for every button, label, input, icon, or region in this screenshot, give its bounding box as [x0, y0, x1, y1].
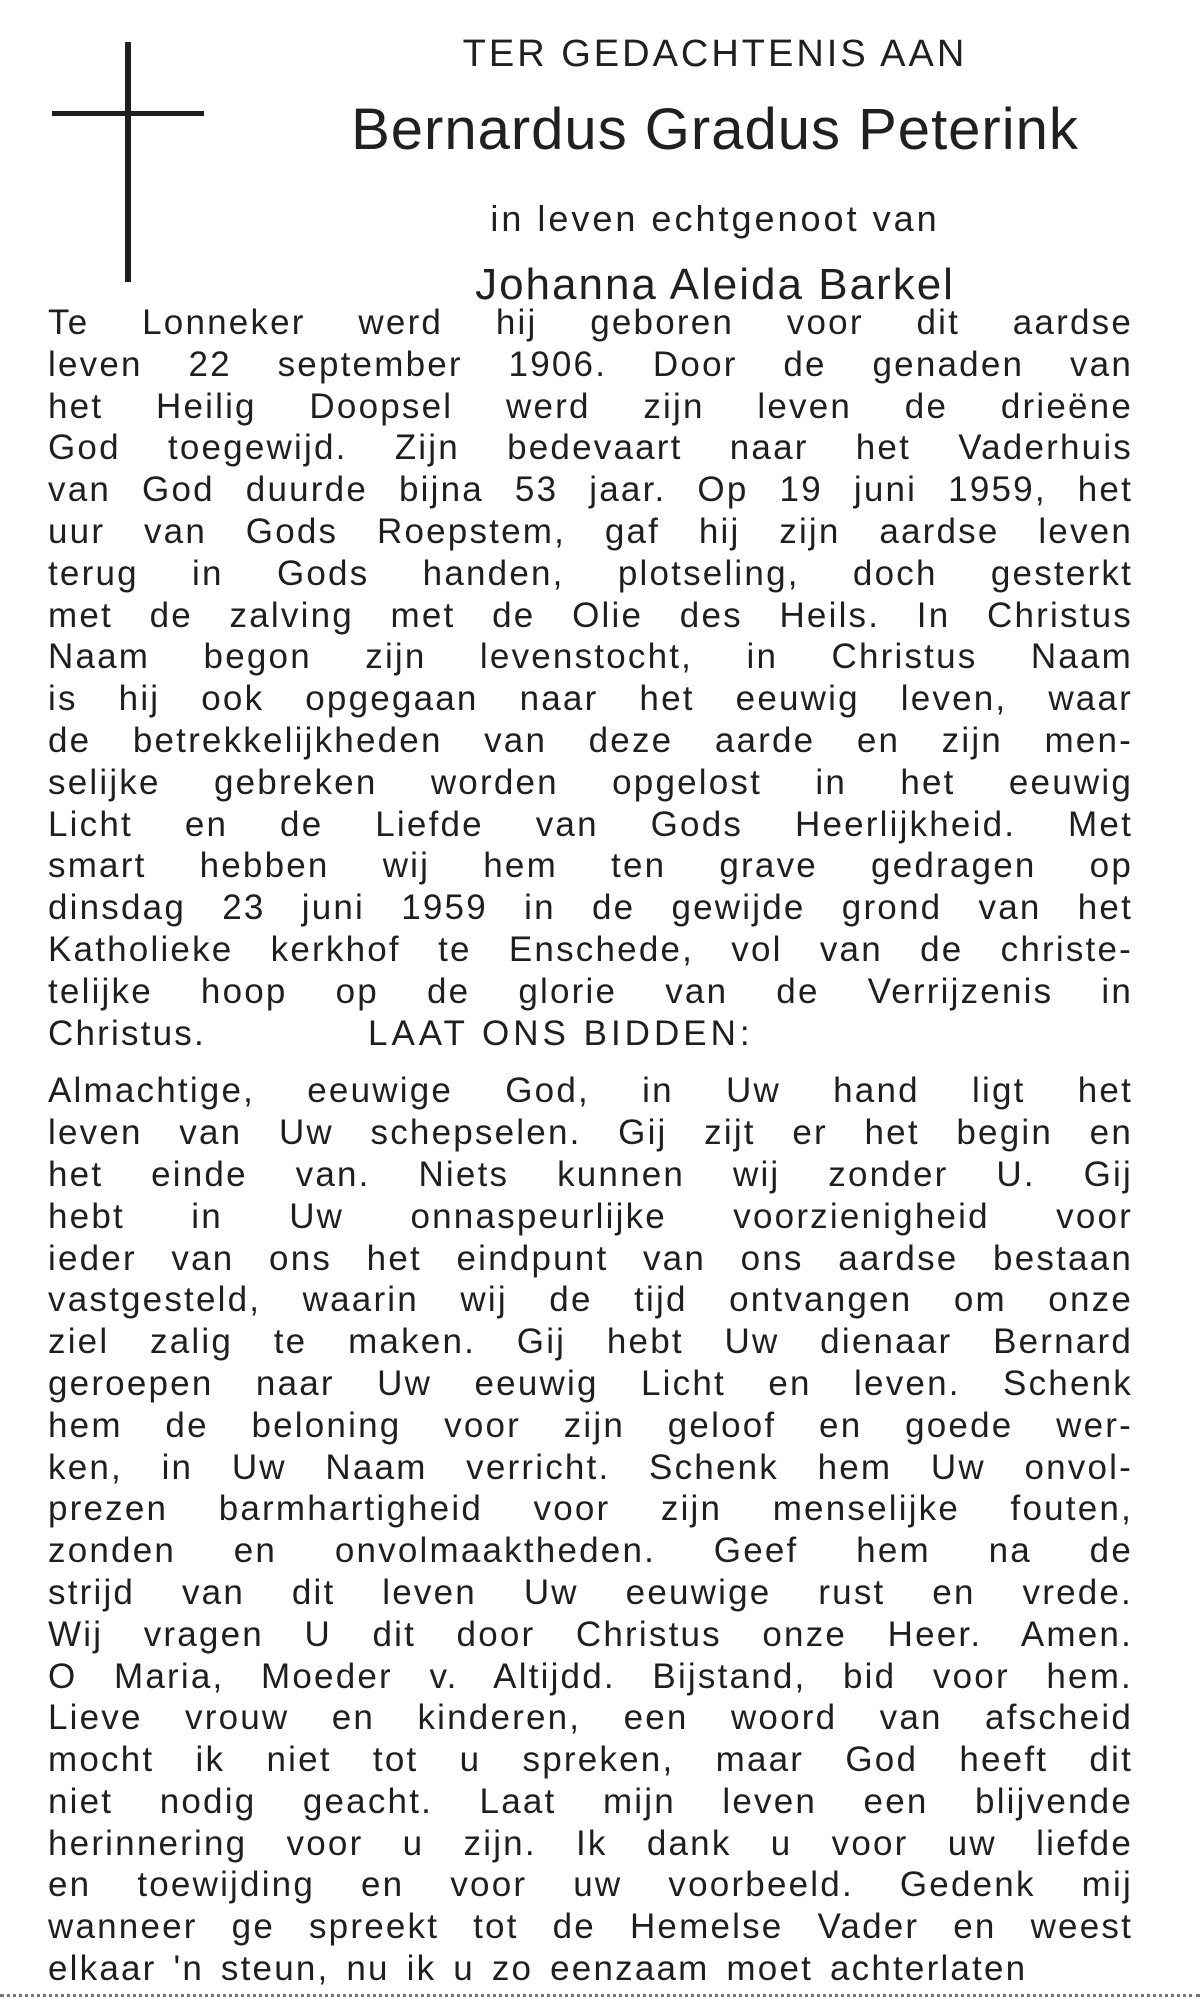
biography-line: van God duurde bijna 53 jaar. Op 19 juni 1959, het: [48, 470, 1133, 510]
prayer-line: ken, in Uw Naam verricht. Schenk hem Uw onvol-: [48, 1447, 1133, 1487]
relationship-text: in leven echtgenoot van: [490, 198, 940, 239]
biography-line: dinsdag 23 juni 1959 in de gewijde grond van het: [48, 888, 1133, 928]
prayer-line: ziel zalig te maken. Gij hebt Uw dienaar Bernard: [48, 1322, 1133, 1362]
biography-line: God toegewijd. Zijn bedevaart naar het Vaderhuis: [48, 428, 1133, 468]
prayer-line: Wij vragen U dit door Christus onze Heer. Amen.: [48, 1614, 1133, 1654]
prayer-line: O Maria, Moeder v. Altijdd. Bijstand, bid voor hem.: [48, 1656, 1133, 1696]
farewell-line: wanneer ge spreekt tot de Hemelse Vader en weest: [48, 1907, 1133, 1947]
farewell-line: niet nodig geacht. Laat mijn leven een blijvende: [48, 1781, 1133, 1821]
prayer-line: strijd van dit leven Uw eeuwige rust en vrede.: [48, 1572, 1133, 1612]
cross-icon-horizontal: [52, 111, 204, 116]
farewell-line: Lieve vrouw en kinderen, een woord van afscheid: [48, 1698, 1133, 1738]
biography-line: Licht en de Liefde van Gods Heerlijkheid. Met: [48, 804, 1133, 844]
memorial-body: [48, 302, 1133, 1990]
prayer-line: hebt in Uw onnaspeurlijke voorzienigheid voor: [48, 1196, 1133, 1236]
prayer-line: ieder van ons het eindpunt van ons aardse bestaan: [48, 1238, 1133, 1278]
biography-line: smart hebben wij hem ten grave gedragen op: [48, 846, 1133, 886]
memorial-header: [285, 30, 1145, 314]
biography-line: terug in Gods handen, plotseling, doch gesterkt: [48, 553, 1133, 593]
farewell-line: elkaar 'n steun, nu ik u zo eenzaam moet achterlaten: [48, 1949, 1028, 1989]
biography-last-word: Christus.: [48, 1013, 206, 1053]
deceased-name: Bernardus Gradus Peterink: [351, 97, 1079, 162]
prayer-line: leven van Uw schepselen. Gij zijt er het begin en: [48, 1113, 1133, 1153]
spouse-name: Johanna Aleida Barkel: [475, 260, 955, 309]
farewell-line: en toewijding en voor uw voorbeeld. Gedenk mij: [48, 1865, 1133, 1905]
memorial-title: TER GEDACHTENIS AAN: [462, 33, 968, 75]
prayer-line: geroepen naar Uw eeuwig Licht en leven. Schenk: [48, 1363, 1133, 1403]
biography-line: leven 22 september 1906. Door de genaden van: [48, 344, 1133, 384]
biography-line: selijke gebreken worden opgelost in het eeuwig: [48, 762, 1133, 802]
prayer-line: Almachtige, eeuwige God, in Uw hand ligt het: [48, 1071, 1133, 1111]
section-spacer: [48, 1054, 1133, 1070]
cross-icon-vertical: [125, 42, 131, 282]
prayer-heading: LAAT ONS BIDDEN:: [368, 1013, 754, 1053]
biography-line: Naam begon zijn levenstocht, in Christus Naam: [48, 637, 1133, 677]
biography-line: telijke hoop op de glorie van de Verrijzenis in: [48, 971, 1133, 1011]
prayer-heading-row: [48, 1013, 1133, 1055]
prayer-line: het einde van. Niets kunnen wij zonder U. Gij: [48, 1154, 1133, 1194]
biography-line: Katholieke kerkhof te Enschede, vol van de christe-: [48, 929, 1133, 969]
farewell-line: mocht ik niet tot u spreken, maar God heeft dit: [48, 1740, 1133, 1780]
prayer-line: prezen barmhartigheid voor zijn menselijke fouten,: [48, 1489, 1133, 1529]
prayer-line: vastgesteld, waarin wij de tijd ontvangen om onze: [48, 1280, 1133, 1320]
biography-line: het Heilig Doopsel werd zijn leven de drieëne: [48, 386, 1133, 426]
biography-line: uur van Gods Roepstem, gaf hij zijn aardse leven: [48, 511, 1133, 551]
farewell-line: herinnering voor u zijn. Ik dank u voor uw liefde: [48, 1823, 1133, 1863]
biography-line: Te Lonneker werd hij geboren voor dit aardse: [48, 303, 1133, 342]
biography-line: de betrekkelijkheden van deze aarde en zijn men-: [48, 720, 1133, 760]
biography-line: is hij ook opgegaan naar het eeuwig leven, waar: [48, 679, 1133, 719]
prayer-line: zonden en onvolmaaktheden. Geef hem na de: [48, 1531, 1133, 1571]
biography-line: met de zalving met de Olie des Heils. In Christus: [48, 595, 1133, 635]
bottom-dotted-rule: [0, 1994, 1200, 1997]
prayer-line: hem de beloning voor zijn geloof en goede wer-: [48, 1405, 1133, 1445]
